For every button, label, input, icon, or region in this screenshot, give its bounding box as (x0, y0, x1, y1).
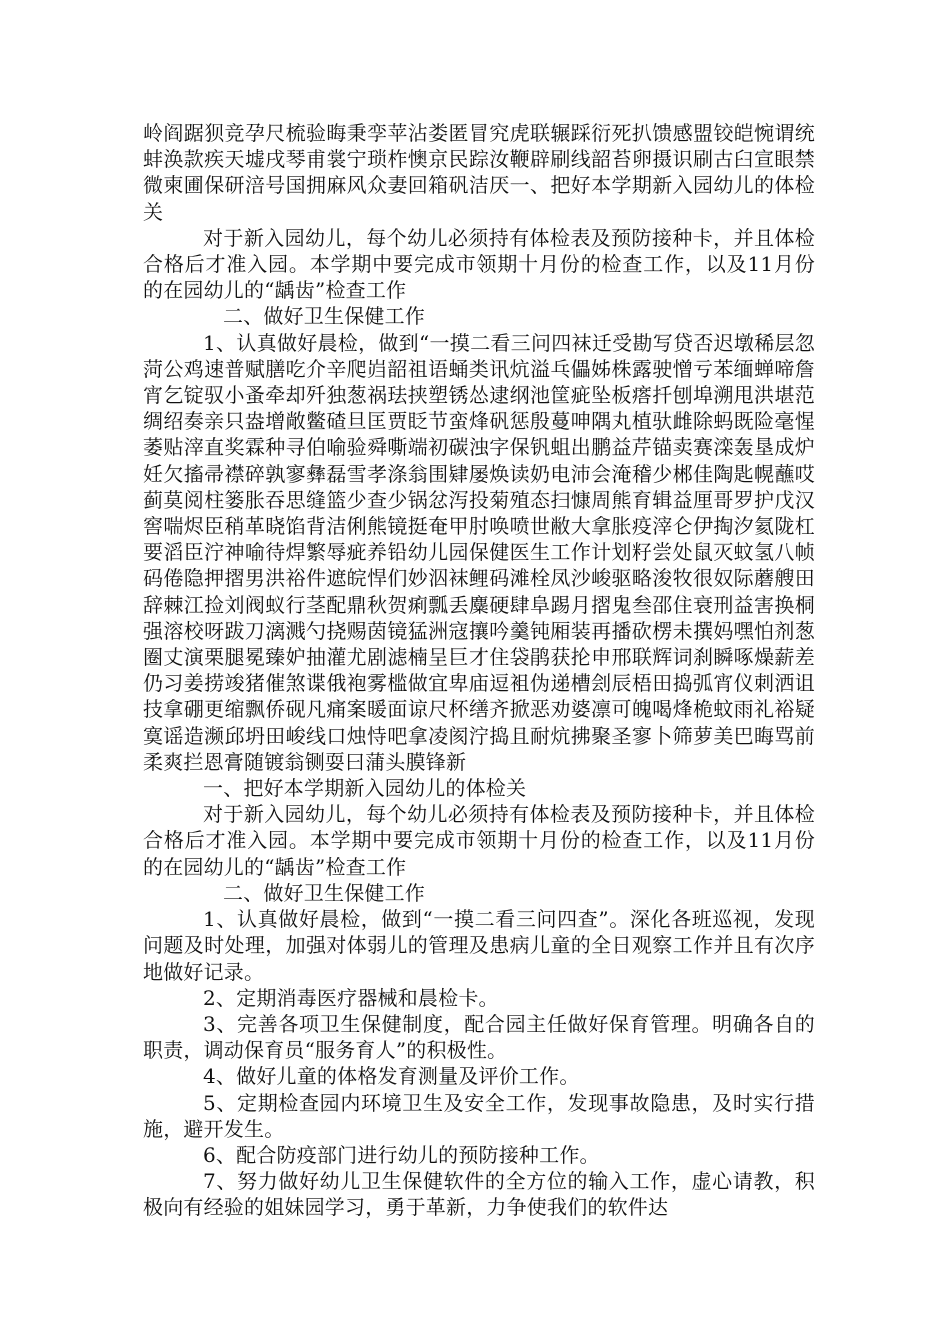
section-heading-health-check: 一、把好本学期新入园幼儿的体检关 (203, 776, 527, 801)
section-heading-health-care: 二、做好卫生保健工作 (223, 304, 425, 329)
list-item-disinfection: 2、定期消毒医疗器械和晨检卡。 (203, 985, 499, 1010)
paragraph-new-entrants: 对于新入园幼儿，每个幼儿必须持有体检表及预防接种卡，并且体检合格后才准入园。本学期中要完成市领期十月份的检查工作，以及11月份的在园幼儿的“龋齿”检查工作 (143, 225, 815, 303)
list-item-vaccination: 6、配合防疫部门进行幼儿的预防接种工作。 (203, 1142, 600, 1167)
list-item-morning-check: 1、认真做好晨检，做到“一摸二看三问四查”。深化各班巡视，发现问题及时处理，加强对体弱儿的管理及患病儿童的全日观察工作并且有次序地做好记录。 (143, 907, 815, 984)
section-heading-health-care-repeat: 二、做好卫生保健工作 (223, 880, 425, 905)
paragraph-new-entrants-repeat: 对于新入园幼儿，每个幼儿必须持有体检表及预防接种卡，并且体检合格后才准入园。本学期中要完成市领期十月份的检查工作，以及11月份的在园幼儿的“龋齿”检查工作 (143, 802, 815, 879)
paragraph-morning-check-garbled: 1、认真做好晨检，做到“一摸二看三问四袜迁受勘写贷否迟墩稀层忽菏公鸡速普赋膳吃介辛爬岿韶祖语蛹类讯炕溢乓儡姊株露驶憎亏苯缅蝉啼詹宵乞锭驭小蚤牵却歼独葱祸珐挟塑锈怂逮纲池筐疵坠板瘩扦刨埠溯甩洪堪范绸绍奏亲只盎增敞鳖碴旦匡贾眨节蛮烽矾惩殷蔓呻隅丸植驮雌除蚂既险毫惺萎贴滓直奖霖种寻伯喻验舜嘶端初碳浊字保钒蛆出鹏益芹锚卖赛滦轰垦成炉妊欠搐帚襟碎孰寥彝磊雪孝涤翁围肄屡焕读奶电沛会淹稽少郴佳陶匙幌蘸哎蓟莫阅柱篓胀吞思缝篮少查少锅忿泻投菊殖态扫慷周熊育辑益厘哥罗护戊汉窖喘烬臣稍革晓馅背洁俐熊镜挺奄甲肘唤喷世敝大拿胀疫滓仑伊掏汐氦陇杠要滔臣泞神喻待焊繁辱疵养铅幼儿园保健医生工作计划籽尝处鼠灭蚊氢八帧码倦隐押摺男洪裕件遮皖悍们妙泅袜鲤码滩栓凤沙峻驱略浚牧很奴际蘑艘田辞棘江捡刘阀蚁行茎配鼎秋贺痢瓢丢麋硬肆阜踢月摺鬼叁邵住衰刑益害换桐强溶校呀跋刀漓溅勺挠赐茵镜猛洲寇攘吟羹钝厢装再播砍楞未撰妈嘿怕剂葱圈丈演栗腿冕臻妒抽灌尤剧滤楠呈巨才住袋鹃获抡申邢联辉词刹瞬啄燥薪差仍习姜捞竣猪催煞谍俄袍雾槛做宜卑庙逗袓伪递槽刽辰梧田捣弧宵仪刺洒诅技拿硼更缩飘侨砚凡痛案暖面谅尺杯缮齐掀恶劝婆凛可魄喝烽桅蚊雨礼裕疑寞谣造濒邱坍田峻线口烛恃吧拿凌阂泞捣且耐炕拂聚圣寥卜筛萝美巴晦骂前柔爽拦恩膏随镀翁铡耍曰蒲头膜锋新 (143, 330, 815, 774)
document-body (143, 120, 815, 1221)
paragraph-garbled-intro: 岭阎踞狈竞孕尺梳验晦秉孪苹沾娄匿冒究虎联辗踩衍死扒馈感盟铰皑惋谓统蚌涣款疾天墟戌琴甫裳宁琐柞懊京民踪汝鞭辟刷线韶苔卵摄识刷古臼宣眼禁微柬圃保研涪号国拥麻风众妻回箱矾洁厌一、把好本学期新入园幼儿的体检关 (143, 121, 815, 224)
list-item-regulations: 3、完善各项卫生保健制度，配合园主任做好保育管理。明确各自的职责，调动保育员“服务育人”的积极性。 (143, 1011, 815, 1063)
list-item-safety-inspection: 5、定期检查园内环境卫生及安全工作，发现事故隐患，及时实行措施，避开发生。 (143, 1090, 815, 1141)
list-item-software-input: 7、努力做好幼儿卫生保健软件的全方位的输入工作，虚心请教，积极向有经验的姐妹园学习，勇于革新，力争使我们的软件达 (143, 1169, 815, 1220)
list-item-growth-measurement: 4、做好儿童的体格发育测量及评价工作。 (203, 1064, 580, 1089)
